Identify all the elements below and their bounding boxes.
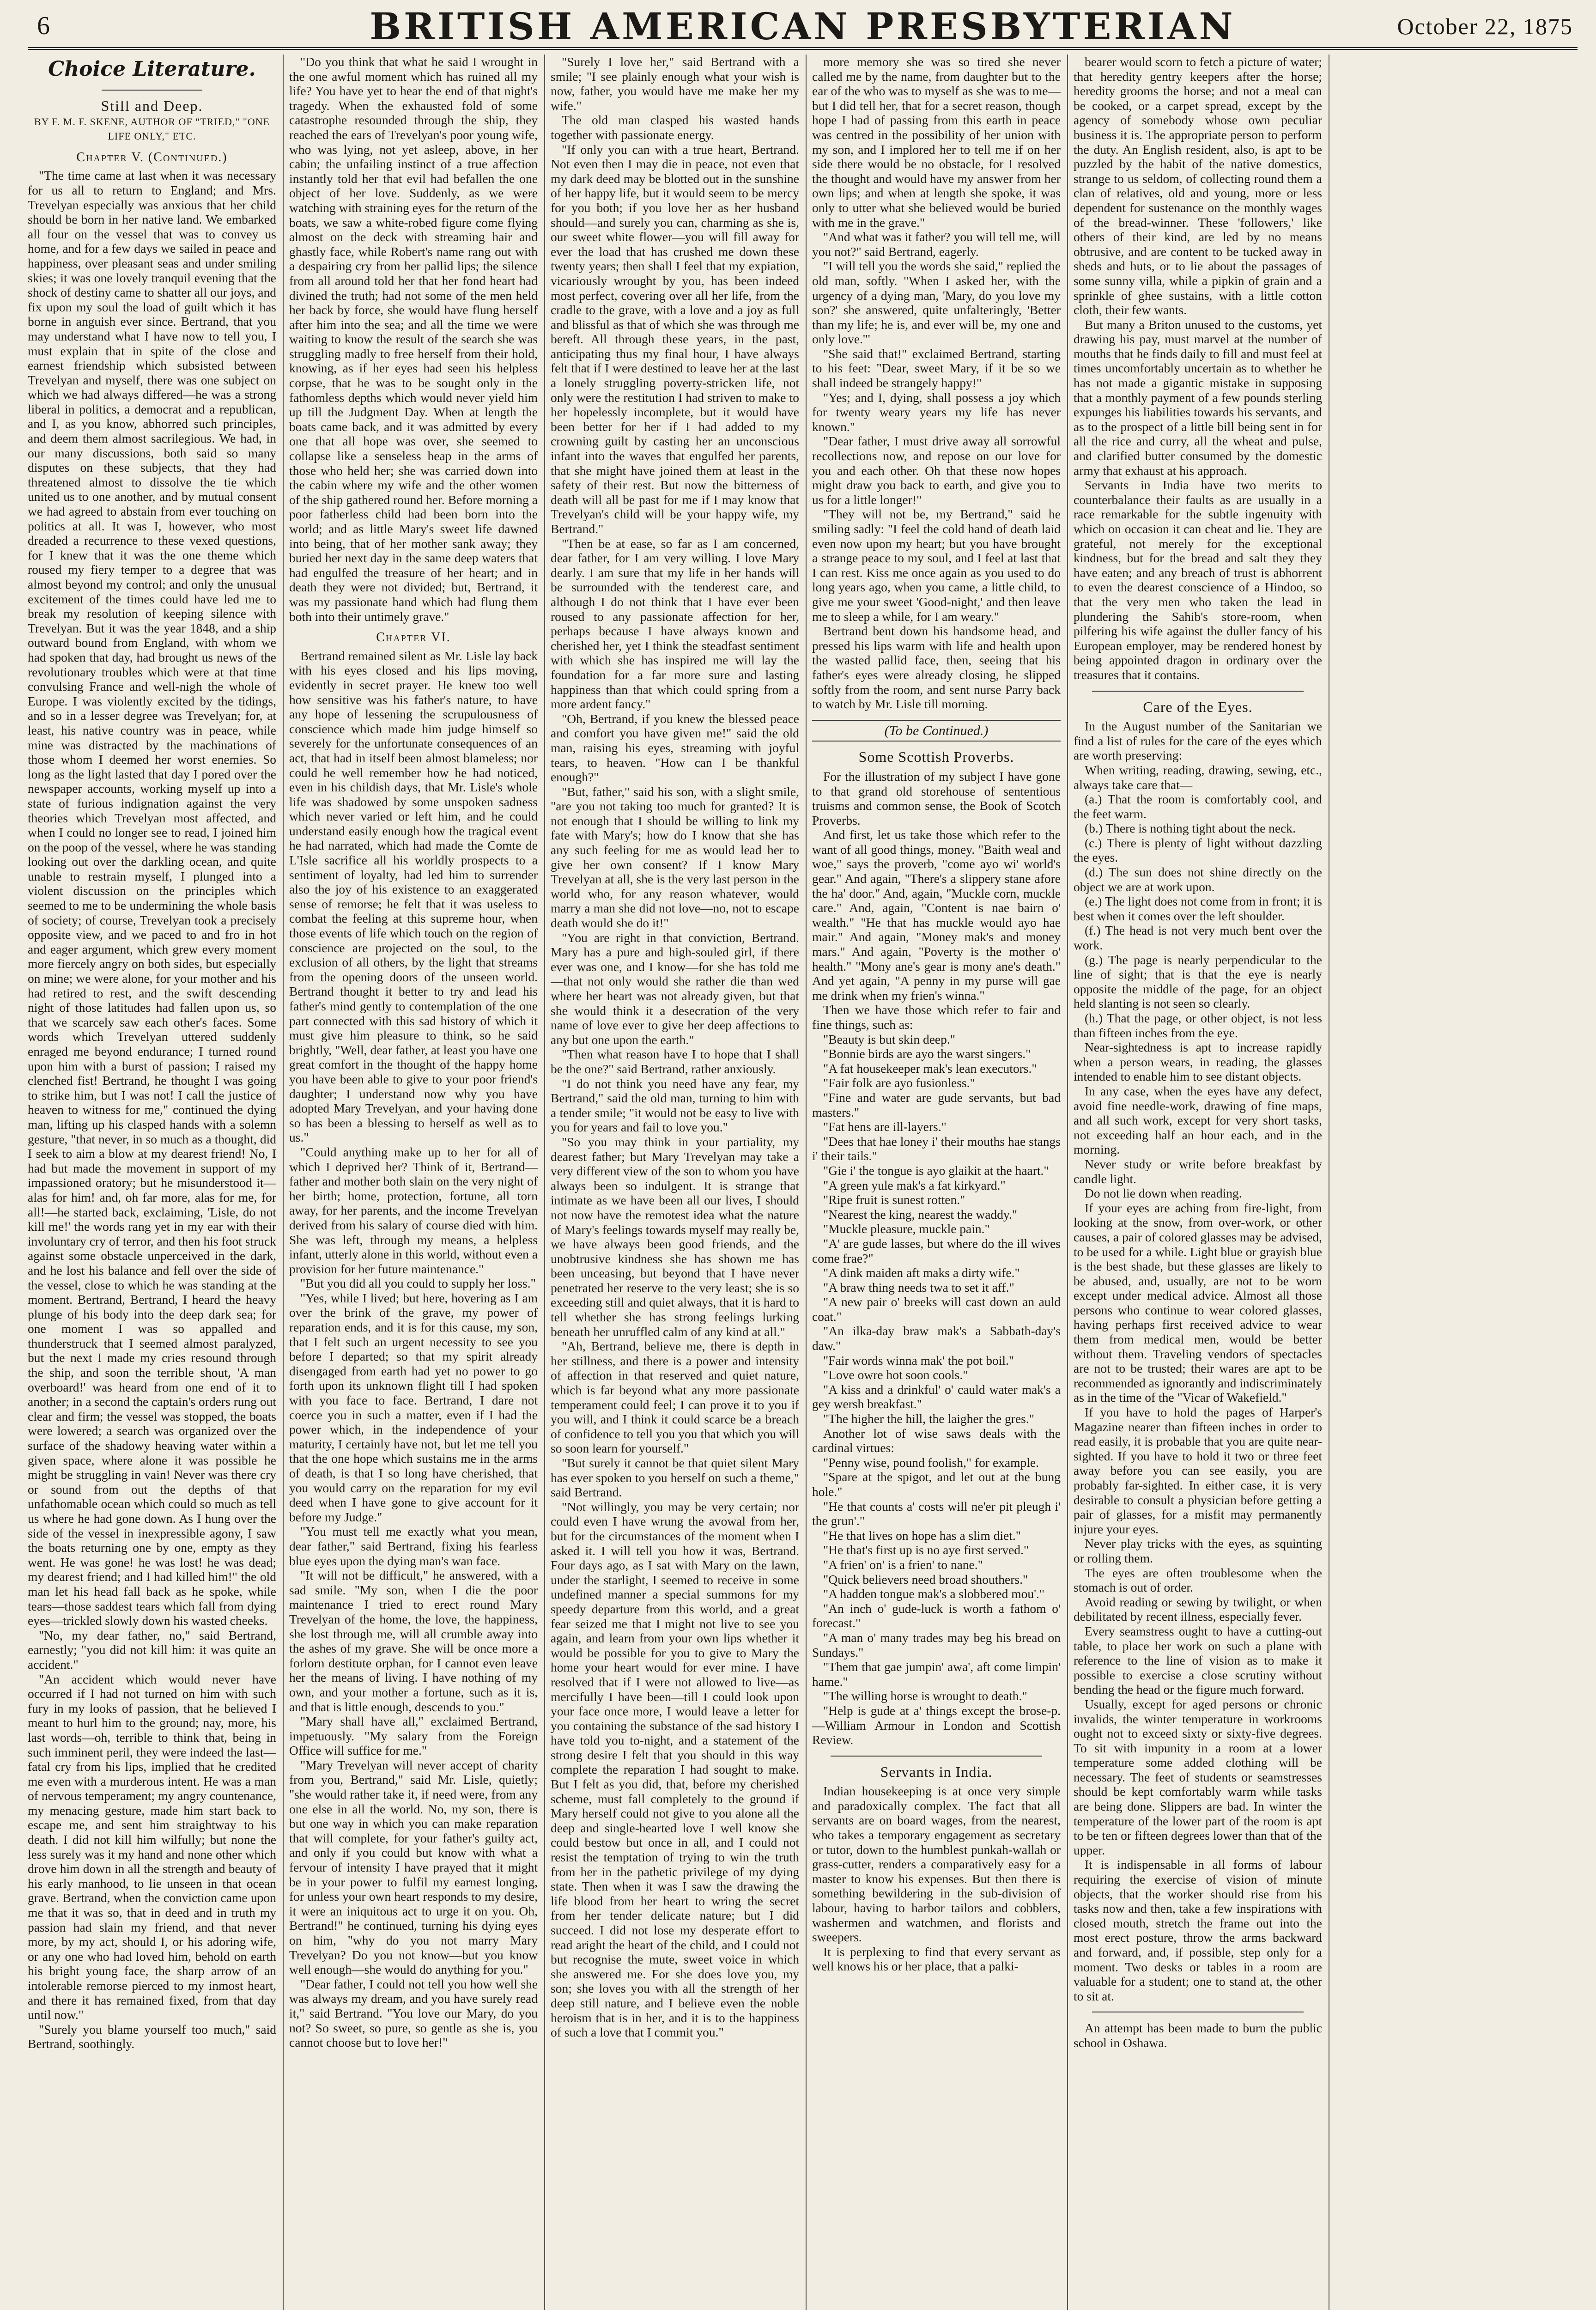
column-1 (28, 55, 276, 2310)
paragraph: "An ilka-day braw mak's a Sabbath-day's daw." (812, 1324, 1061, 1353)
story-body (289, 649, 538, 2050)
paragraph: If you have to hold the pages of Harper's Magazine nearer than fifteen inches in order to read easily, it is probable that you are quite near-sighted. If you have to hold it two or three feet away before you can see easily, you are probably far-sighted. In either case, it is very desirable to consult a physician before getting a pair of glasses, for a misfit may permanently injure your eyes. (1074, 1405, 1322, 1536)
divider (831, 1756, 1042, 1757)
paragraph: (e.) The light does not come from in front; it is best when it comes over the left shoulder. (1074, 894, 1322, 923)
paragraph: "Ah, Bertrand, believe me, there is depth in her stillness, and there is a power and intensity of affection in that reserved and quiet nature, which is far beyond what any more passionate temperament could feel; I can prove it to you if you will, and I think it could scarce be a breach of confidence to tell you you that which you will so soon learn for yourself." (551, 1339, 799, 1456)
column-2 (289, 55, 538, 2310)
paragraph: It is indispensable in all forms of labour requiring the exercise of vision of minute objects, that the worker should rise from his tasks now and then, take a few inspirations with closed mouth, stretch the frame out into the most erect posture, throw the arms backward and forward, and, if possible, step only for a moment. Two desks or tables in a room are valuable for a student; one to stand at, the other to sit at. (1074, 1857, 1322, 2003)
column-5 (1074, 55, 1322, 2310)
divider (102, 90, 202, 91)
paragraph: "You are right in that conviction, Bertrand. Mary has a pure and high-souled girl, if there ever was one, and I know—for she has told me—that not only would she rather die than wed where her heart was not already given, but that she would think it a desecration of the very name of love ever to give her deep affections to any but one upon the earth." (551, 930, 799, 1047)
paragraph: For the illustration of my subject I have gone to that grand old storehouse of sententious truisms and common sense, the Book of Scotch Proverbs. (812, 769, 1061, 827)
paragraph: "He that lives on hope has a slim diet." (823, 1528, 1021, 1543)
paragraph: "Bonnie birds are ayo the warst singers." (823, 1046, 1031, 1061)
paragraph: "And what was it father? you will tell me, will you not?" said Bertrand, eagerly. (812, 230, 1061, 259)
paragraph: "Fat hens are ill-layers." (823, 1119, 947, 1134)
paragraph: "But, father," said his son, with a slight smile, "are you not taking too much for granted? It is not enough that I should be willing to link my fate with Mary's; how do I know that she has any such feeling for me as would lead her to give her own consent? If I know Mary Trevelyan at all, she is the very last person in the world who, for any reason whatever, would marry a man she did not love—no, not to escape death would she do it!" (551, 784, 799, 930)
column-rule (806, 55, 807, 2310)
paragraph: "A kiss and a drinkful' o' cauld water mak's a gey wersh breakfast." (812, 1382, 1061, 1411)
article-title: Care of the Eyes. (1143, 698, 1253, 715)
paragraph: "A new pair o' breeks will cast down an auld coat." (812, 1295, 1061, 1324)
paragraph: Bertrand bent down his handsome head, and pressed his lips warm with life and health upon the wasted pallid face, then, seeing that his father's eyes were already closing, he slipped softly from the room, and sent nurse Parry back to watch by Mr. Lisle till morning. (812, 624, 1061, 711)
story-body (28, 168, 276, 2051)
paragraph: (g.) The page is nearly perpendicular to the line of sight; that is that the eye is nearly opposite the middle of the page, for an object held slanting is not seen so clearly. (1074, 952, 1322, 1011)
paragraph: When writing, reading, drawing, sewing, etc., always take care that— (1074, 762, 1322, 792)
paragraph: "Mary Trevelyan will never accept of charity from you, Bertrand," said Mr. Lisle, quietly; "she would rather take it, if need were, from any one else in all the world. No, my son, there is but one way in which you can make reparation that will complete, for your father's guilty act, and only if you could but know with what a fervour of intensity I have prayed that it might be in your power to fulfil my earnest longing, for unless your own heart responds to my desire, it were an iniquitous act to urge it on you. Oh, Bertrand!" he continued, turning his dying eyes on him, "why do you not marry Mary Trevelyan? Do you not know—but you know well enough—she would do anything for you." (289, 1757, 538, 1977)
paragraph: Usually, except for aged persons or chronic invalids, the winter temperature in workrooms ought not to exceed sixty or sixty-five degrees. To sit with impunity in a room at a lower temperature some added clothing will be necessary. The feet of students or seamstresses should be kept comfortably warm while tasks are being done. Slippers are bad. In winter the temperature of the lower part of the room is apt to be ten or fifteen degrees lower than that of the upper. (1074, 1696, 1322, 1857)
paragraph: "Yes; and I, dying, shall possess a joy which for twenty weary years my life has never known." (812, 390, 1061, 434)
paragraph: Avoid reading or sewing by twilight, or when debilitated by recent illness, especially fever. (1074, 1594, 1322, 1624)
paragraph: "Quick believers need broad shouthers." (823, 1572, 1028, 1587)
paragraph: "You must tell me exactly what you mean, dear father," said Bertrand, fixing his fearless blue eyes upon the dying man's wan face. (289, 1524, 538, 1568)
masthead (28, 5, 1578, 50)
section-heading: Choice Literature. (48, 57, 256, 81)
paragraph: "A frien' on' is a frien' to nane." (823, 1557, 983, 1572)
divider (1092, 691, 1304, 692)
newspaper-title: BRITISH AMERICAN PRESBYTERIAN (370, 5, 1236, 48)
page-columns (28, 55, 1580, 2310)
paragraph: "A hadden tongue mak's a slobbered mou'." (823, 1587, 1045, 1601)
paragraph: "But you did all you could to supply her loss." (300, 1276, 536, 1291)
article-body (1074, 55, 1322, 682)
paragraph: "Beauty is but skin deep." (823, 1032, 955, 1046)
paragraph: "Penny wise, pound foolish," for example. (823, 1455, 1039, 1470)
paragraph: "He that's first up is no aye first served." (823, 1543, 1029, 1557)
article-body (812, 769, 1061, 1747)
paragraph: "Gie i' the tongue is ayo glaikit at the haart." (823, 1163, 1049, 1178)
paragraph: Never play tricks with the eyes, as squinting or rolling them. (1074, 1536, 1322, 1565)
paragraph: "Yes, while I lived; but here, hovering as I am over the brink of the grave, my power of reparation ends, and it is for this cause, my son, that I felt such an urgent necessity to see you before I departed; so that my spirit already disengaged from earth had yet no power to go forth upon its unknown flight till I had spoken with you face to face. Bertrand, I dare not coerce you in such a matter, even if I had the power which, in the independence of your maturity, I certainly have not, but let me tell you that the one hope which sustains me in the arms of death, is that I so long have cherished, that you would carry on the reparation for my evil deed when I have gone to give account for it before my Judge." (289, 1290, 538, 1524)
paragraph: "Dees that hae loney i' their mouths hae stangs i' their tails." (812, 1134, 1061, 1163)
paragraph: Indian housekeeping is at once very simple and paradoxically complex. The fact that all servants are on board wages, from the nearest, who takes a temporary engagement as secretary or tutor, down to the humblest punkah-wallah or grass-cutter, renders a comparatively easy for a master to know his expenses. But then there is something bewildering in the sub-division of labour, having to harbor tailors and cobblers, washermen and watchmen, and florists and sweepers. (812, 1784, 1061, 1945)
paragraph: "No, my dear father, no," said Bertrand, earnestly; "you did not kill him: it was quite an accident." (28, 1628, 276, 1672)
paragraph: "She said that!" exclaimed Bertrand, starting to his feet: "Dear, sweet Mary, if it be so we shall indeed be strangely happy!" (812, 346, 1061, 390)
paragraph: "The time came at last when it was necessary for us all to return to England; and Mrs. Trevelyan especially was anxious that her child should be born in her native land. We embarked all four on the vessel that was to convey us home, and for a few days we sailed in peace and happiness, over pleasant seas and under smiling skies; it was one lovely tranquil evening that the shock of destiny came to shatter all our joys, and fix upon my soul the load of guilt which it has borne in anguish ever since. Bertrand, that you may understand what I have now to tell you, I must explain that in spite of the close and earnest friendship which subsisted between Trevelyan and myself, there was one subject on which we had always differed—he was a strong liberal in politics, a democrat and a republican, and I, as you know, abhorred such principles, and deem them almost sacrilegious. We had, in our many discussions, both said so many disputes on these subjects, that they had threatened almost to dissolve the tie which united us to one another, and by mutual consent we had agreed to abstain from ever touching on politics at all. It was I, however, who most dreaded a recurrence to these vexed questions, for I knew that it was the one theme which roused my fiery temper to a degree that was almost beyond my control; and only the unusual excitement of the times could have led me to break my resolution of keeping silence with Trevelyan. But it was the year 1848, and a ship outward bound from England, with whom we had spoken that day, had brought us news of the revolutionary troubles which were at that time convulsing France and well-nigh the whole of Europe. I was violently excited by the tidings, and so in a lesser degree was Trevelyan; for, at least, his native country was in peace, while mine was distracted by the machinations of those whom I deemed her worst enemies. So long as the light lasted that day I pored over the newspaper accounts, working myself up into a state of furious indignation against the very theories which Trevelyan most affected, and when I could no longer see to read, I joined him on the poop of the vessel, where he was standing looking out over the darkling ocean, and quite unable to restrain myself, I plunged into a violent discussion on the principles which seemed to me to be undermining the whole basis of society; of course, Trevelyan took a precisely opposite view, and we paced to and fro in hot and eager argument, which grew every moment more fiercely angry on both sides, but especially on mine; we were alone, for your mother and his had retired to rest, and the swift descending night of those latitudes had fallen upon us, so that we scarcely saw each other's faces. Some words which Trevelyan uttered suddenly enraged me beyond endurance; I turned round upon him with a burst of passion; I raised my clenched fist! Bertrand, he thought I was going to strike him, but I was not! I call the justice of heaven to witness for me," continued the dying man, lifting up his clasped hands with a solemn gesture, "that never, in so much as a thought, did I seek to aim a blow at my dearest friend! No, I had but made the movement in support of my impassioned oratory; but he misunderstood it—alas for him! and, oh far more, alas for me, for all!—he started back, exclaiming, 'Lisle, do not kill me!' the words rang yet in my ear with their involuntary cry of terror, and then his foot struck against some obstacle unperceived in the dark, and he lost his balance and fell over the side of the vessel, close to which he was standing at the moment. Bertrand, Bertrand, I heard the heavy plunge of his body into the deep dark sea; for one moment I was so appalled and thunderstruck that I seemed almost paralyzed, but the next I made my cries resound through the ship, and soon the terrible shout, 'A man overboard!' was heard from one end of it to another; in a second the captain's orders rung out clear and firm; the vessel was stopped, the boats were lowered; a search was organized over the surface of the shadowy heaving water within a given space, where alone it was possible he might be struggling in vain! Never was there cry or sound from out the depths of that unfathomable ocean which could so much as tell us where he had gone down. As I hung over the side of the vessel in inexpressible agony, I saw the boats returning one by one, empty as they went. He was gone! he was lost! he was dead; my dearest friend; and I had killed him!" the old man let his head fall back as he spoke, while tears—those saddest tears which fall from dying eyes—trickled slowly down his wasted cheeks. (28, 168, 276, 1628)
paragraph: "I do not think you need have any fear, my Bertrand," said the old man, turning to him with a tender smile; "it would not be easy to live with you for years and fail to love you." (551, 1076, 799, 1135)
paragraph: "A fat housekeeper mak's lean executors." (823, 1061, 1037, 1076)
paragraph: "A' are gude lasses, but where do the ill wives come frae?" (812, 1236, 1061, 1265)
article-title: Some Scottish Proverbs. (858, 748, 1014, 766)
column-4 (812, 55, 1061, 2310)
paragraph: Every seamstress ought to have a cutting-out table, to place her work on such a plane with reference to the line of vision as to make it possible to exercise a close scrutiny without bending the head or the figure much forward. (1074, 1623, 1322, 1697)
paragraph: (c.) There is plenty of light without dazzling the eyes. (1074, 835, 1322, 865)
paragraph: "Muckle pleasure, muckle pain." (823, 1222, 990, 1236)
byline: BY F. M. F. SKENE, AUTHOR OF "TRIED," "ONE LIFE ONLY," ETC. (34, 116, 270, 142)
article-intro: In the August number of the Sanitarian we find a list of rules for the care of the eyes which are worth preserving: (1074, 719, 1322, 763)
column-rule (544, 55, 545, 2310)
paragraph: "I will tell you the words she said," replied the old man, softly. "When I asked her, with the urgency of a dying man, 'Mary, do you love my son?' she answered, quite unfalteringly, 'Better than my life; he is, and ever will be, my one and only love.'" (812, 259, 1061, 346)
paragraph: "He that counts a' costs will ne'er pit pleugh i' the grun'." (812, 1499, 1061, 1528)
page-number: 6 (37, 12, 50, 40)
paragraph: "Not willingly, you may be very certain; nor could even I have wrung the avowal from her, but for the circumstances of the moment when I asked it. I will tell you how it was, Bertrand. Four days ago, as I sat with Mary on the lawn, under the starlight, I seemed to receive in some undefined manner a special summons for my speedy departure from this world, and a great fear seized me that I might not live to see you again, and learn from your own lips whether it would be possible for you to give to Mary the home your heart would for ever mine. I have resolved that if I were not allowed to live—as mercifully I have been—till I could look upon your face once more, I would leave a letter for you containing the substance of the sad history I have told you to-night, and a statement of the strong desire I felt that you should in this way complete the reparation I had sought to make. But I felt as you did, that, before my cherished scheme, must fall completely to the ground if Mary herself could not give to you alone all the deep and single-hearted love I well know she could bestow but once in all, and I could not resist the temptation of trying to win the truth from her in the pathetic privilege of my dying state. Then when it was I saw the drawing the life blood from her heart to wring the secret from her tender delicate nature; but I did succeed. I did not lose my desperate effort to read aright the heart of the child, and I could not but recognise the mute, sweet voice in which she answered me. For she does love you, my son; she loves you with all the strength of her deep still nature, and I believe even the noble heroism that is in her, and it is to the happiness of such a love that I commit you." (551, 1499, 799, 2040)
article-body (1074, 763, 1322, 2003)
paragraph: But many a Briton unused to the customs, yet drawing his pay, must marvel at the number of mouths that he finds daily to fill and must feel at times uncomfortably uncertain as to whether he has not made a gigantic mistake in supposing that a monthly payment of a few pounds sterling expunges his liabilities towards his servants, and as to the prospect of a little bill being sent in for all the rice and curry, all the wheat and pulse, and clarified butter consumed by the domestic army that exhaust at his approach. (1074, 317, 1322, 478)
paragraph: (b.) There is nothing tight about the neck. (1085, 821, 1296, 836)
paragraph: "A braw thing needs twa to set it aff." (823, 1280, 1014, 1295)
paragraph: The old man clasped his wasted hands together with passionate energy. (551, 113, 799, 142)
paragraph: "If only you can with a true heart, Bertrand. Not even then I may die in peace, not even that my dark deed may be blotted out in the sunshine of her happy life, but it would seem to be mercy for you both; if you love her as her husband should—and surely you can, charming as she is, our sweet white flower—you will fill away for ever the load that has crushed me down these twenty years; then shall I feel that my expiation, vicariously wrought by you, has been indeed most perfect, covering over all her life, from the cradle to the grave, with a love and a joy as full and blissful as that of which she was through me bereft. All through these years, in the past, anticipating thus my final hour, I have always felt that if I were destined to leave her at the last a lonely struggling poverty-stricken life, not only were the restitution I had striven to make to her hopelessly incomplete, but it would have been better for her if I had added to my crowning guilt by casting her an unconscious infant into the waves that engulfed her parents, that she might have joined them at least in the safety of their rest. But now the bitterness of death will all be past for me if I may know that Trevelyan's child will be your happy wife, my Bertrand." (551, 142, 799, 536)
paragraph: "Then what reason have I to hope that I shall be the one?" said Bertrand, rather anxiously. (551, 1047, 799, 1076)
story-title: Still and Deep. (101, 97, 203, 114)
issue-date: October 22, 1875 (1397, 13, 1573, 39)
column-6 (1335, 55, 1580, 2310)
column-rule (283, 55, 284, 2310)
paragraph: "Dear father, I could not tell you how well she was always my dream, and you have surely read it," said Bertrand. "You love our Mary, do you not? So sweet, so pure, so gentle as she is, you cannot choose but to love her!" (289, 1976, 538, 2050)
paragraph: It is perplexing to find that every servant as well knows his or her place, that a palki- (812, 1944, 1061, 1974)
paragraph: "The willing horse is wrought to death." (823, 1689, 1027, 1703)
paragraph: "Nearest the king, nearest the waddy." (823, 1207, 1018, 1222)
paragraph: Then we have those which refer to fair and fine things, such as: (812, 1003, 1061, 1032)
paragraph: "It will not be difficult," he answered, with a sad smile. "My son, when I die the poor maintenance I tried to erect round Mary Trevelyan of the home, the love, the happiness, she lost through me, will all crumble away into the ashes of my grave. She will be once more a forlorn destitute orphan, for I cannot even leave her the means of living. I have nothing of my own, and your mother a fortune, such as it is, and that is little enough, descends to you." (289, 1568, 538, 1714)
paragraph: "Fine and water are gude servants, but bad masters." (812, 1090, 1061, 1119)
paragraph: "Them that gae jumpin' awa', aft come limpin' hame." (812, 1660, 1061, 1689)
story-body (812, 55, 1061, 711)
column-3 (551, 55, 799, 2310)
paragraph: Bertrand remained silent as Mr. Lisle lay back with his eyes closed and his lips moving, evidently in secret prayer. He knew too well how sensitive was his father's nature, to have any hope of lessening the scrupulousness of conscience which made him judge himself so severely for the unfortunate consequences of an act, that had in itself been almost blameless; nor could he well remember how he had noticed, even in his childish days, that Mr. Lisle's whole life was shadowed by some unspoken sadness which never varied or left him, and he could understand easily enough how the tragical event he had narrated, which had made the Comte de L'Isle sacrifice all his worldly prospects to a sentiment of loyalty, had led him to surrender also the joy of his existence to an exaggerated sense of remorse; he felt that it was useless to combat the feeling at this supreme hour, when those events of life which touch on the region of conscience are projected on the soul, to the exclusion of all others, by the light that streams from the opening doors of the unseen world. Bertrand thought it better to try and lead his father's mind gently to contemplation of the one part connected with this sad history of which it must give him pleasure to think, so he said brightly, "Well, dear father, at least you have one great comfort in the thought of the happy home you have been able to give to your poor friend's daughter; I understand now why you have adopted Mary Trevelyan, and your having done so has been a blessing to herself as well as to us." (289, 648, 538, 1145)
paragraph: "So you may think in your partiality, my dearest father; but Mary Trevelyan may take a very different view of the son to whom you have always been so indulgent. It is strange that intimate as we have been all our lives, I should not now have the remotest idea what the nature of Mary's feelings towards myself may really be, we have always been good friends, and the unobtrusive kindness she has shown me has been unceasing, but beyond that I have never penetrated her reserve to the very least; she is so exceeding still and quiet always, that it is hard to tell whether she has strong feelings lurking beneath her unruffled calm of any kind at all." (551, 1134, 799, 1339)
paragraph: "They will not be, my Bertrand," said he smiling sadly: "I feel the cold hand of death laid even now upon my heart; but you have brought a strange peace to my soul, and I feel at last that I can rest. Kiss me once again as you used to do long years ago, when you came, a little child, to give me your sweet 'Good-night,' and then leave me to sleep a while, for I am weary." (812, 507, 1061, 624)
story-body (551, 55, 799, 2040)
paragraph: "A green yule mak's a fat kirkyard." (823, 1178, 1006, 1192)
paragraph: Never study or write before breakfast by candle light. (1074, 1156, 1322, 1186)
paragraph: Another lot of wise saws deals with the cardinal virtues: (812, 1426, 1061, 1455)
paragraph: And first, let us take those which refer to the want of all good things, money. "Baith weal and woe," says the proverb, "come ayo wi' world's gear." And again, "There's a slippery stane afore the ha' door." And, again, "Muckle corn, muckle care." And, again, "Content is nae bairn o' wealth." "He that has muckle would ayo hae mair." And again, "Money mak's and money mars." And again, "Poverty is the mother o' health." "Mony ane's gear is mony ane's death." And yet again, "A penny in my purse will gae me drink when my frien's winna." (812, 827, 1061, 1003)
paragraph: "Surely you blame yourself too much," said Bertrand, soothingly. (28, 2022, 276, 2051)
article-title: Servants in India. (880, 1763, 993, 1780)
paragraph: "Oh, Bertrand, if you knew the blessed peace and comfort you have given me!" said the old man, raising his eyes, streaming with joyful tears, to heaven. "How can I be thankful enough?" (551, 711, 799, 784)
chapter-heading: Chapter VI. (376, 630, 451, 645)
paragraph: (f.) The head is not very much bent over the work. (1074, 923, 1322, 953)
story-body (289, 55, 538, 624)
paragraph: "Then be at ease, so far as I am concerned, dear father, for I am very willing. I love Mary dearly. I am sure that my life in her hands will be surrounded with the tenderest care, and although I do not think that I have ever been roused to any passionate affection for her, perhaps because I have always known and cherished her, yet I think the steadfast sentiment with which she has inspired me will lay the foundation for a far more sure and lasting happiness than that which could spring from a more ardent fancy." (551, 536, 799, 711)
paragraph: "Help is gude at a' things except the brose-p.—William Armour in London and Scottish Review. (812, 1703, 1061, 1747)
paragraph: "Could anything make up to her for all of which I deprived her? Think of it, Bertrand—father and mother both slain on the very night of her birth; home, protection, fortune, all torn away, for her parents, and the income Trevelyan derived from his salary of course died with him. She was left, through my means, a helpless infant, utterly alone in this world, without even a provision for her future maintenance." (289, 1144, 538, 1276)
paragraph: "A man o' many trades may beg his bread on Sundays." (812, 1630, 1061, 1660)
chapter-heading: Chapter V. (Continued.) (76, 150, 228, 164)
paragraph: "Mary shall have all," exclaimed Bertrand, impetuously. "My salary from the Foreign Office will suffice for me." (289, 1714, 538, 1758)
paragraph: "Ripe fruit is sunest rotten." (823, 1192, 965, 1207)
article-body (812, 1784, 1061, 1974)
paragraph: (d.) The sun does not shine directly on the object we are at work upon. (1074, 865, 1322, 894)
paragraph: "Do you think that what he said I wrought in the one awful moment which has ruined all my life? You have yet to hear the end of that night's tragedy. When the exhausted fold of some catastrophe resounded through the ship, they reached the ears of Trevelyan's poor young wife, who was lying, not yet asleep, above, in her cabin; the unfailing instinct of a true affection instantly told her that evil had befallen the one object of her love. Suddenly, as we were watching with straining eyes for the return of the boats, we saw a white-robed figure come flying almost on the deck with streaming hair and ghastly face, while Robert's name rang out with a despairing cry from her pallid lips; the silence from all around told her that her fond heart had divined the truth; had not some of the men held her back by force, she would have flung herself after him into the sea; and all the time we were waiting to know the result of the search she was struggling madly to free herself from their hold, knowing, as if her eyes had seen his helpless corpse, that he was to be sought only in the fathomless depths which would never yield him up till the Judgment Day. When at length the boats came back, and it was admitted by every one that all hope was over, she seemed to collapse like a senseless heap in the arms of those who held her; she was carried down into the cabin where my wife and the other women of the ship gathered round her. Before morning a poor fatherless child had been born into the world; and as little Mary's sweet life dawned into being, that of her mother sank away; they buried her next day in the same deep waters that had engulfed the treasure of her heart; and in death they were not divided; but, Bertrand, it was my passionate hand which had flung them both into their untimely grave." (289, 55, 538, 624)
paragraph: In any case, when the eyes have any defect, avoid fine needle-work, drawing of fine maps, and all such work, except for very short tasks, not exceeding half an hour each, and in the morning. (1074, 1083, 1322, 1157)
paragraph: "A dink maiden aft maks a dirty wife." (823, 1265, 1020, 1280)
paragraph: (h.) That the page, or other object, is not less than fifteen inches from the eye. (1074, 1011, 1322, 1040)
paragraph: "Dear father, I must drive away all sorrowful recollections now, and repose on our love for you and each other. Oh that these now hopes might draw you back to earth, and give you to us for a little longer!" (812, 434, 1061, 507)
paragraph: "Fair folk are ayo fusionless." (823, 1076, 975, 1090)
paragraph: "Surely I love her," said Bertrand with a smile; "I see plainly enough what your wish is now, father, you would have me make her my wife." (551, 55, 799, 113)
paragraph: If your eyes are aching from fire-light, from looking at the snow, from over-work, or other causes, a pair of colored glasses may be advised, to be used for a while. Light blue or grayish blue is the best shade, but these glasses are likely to be abused, and, usually, are not to be worn except under medical advice. Almost all those persons who continue to wear colored glasses, having perhaps first received advice to wear them from medical men, would be better without them. Traveling vendors of spectacles are not to be trusted; their wares are apt to be recommended as ignorantly and indiscriminately as in the time of the "Vicar of Wakefield." (1074, 1200, 1322, 1405)
paragraph: "Fair words winna mak' the pot boil." (823, 1353, 1014, 1368)
continued-notice: (To be Continued.) (812, 720, 1061, 742)
paragraph: "An accident which would never have occurred if I had not turned on him with such fury in my looks of passion, that he believed I meant to hurl him to the ground; nay, more, his last words—oh, terrible to think that, being in such imminent peril, they were indeed the last—fatal cry from his lips, implied that he credited me even with a murderous intent. He was a man of nervous temperament; my angry countenance, my menacing gesture, made him start back to escape me, and sent him straightway to his death. I did not kill him wilfully; but none the less surely was it my hand and none other which drove him down in all the strength and beauty of his early manhood, to lie unseen in that ocean grave. Bertrand, when the conviction came upon me that it was so, that in deed and in truth my passion had slain my friend, and that never more, by my act, should I, or his adoring wife, or any one who had loved him, behold on earth his bright young face, the sharp arrow of an intolerable remorse pierced to my inmost heart, and there it has remained fixed, from that day until now." (28, 1672, 276, 2022)
paragraph: (a.) That the room is comfortably cool, and the feet warm. (1074, 792, 1322, 821)
column-rule (1067, 55, 1068, 2310)
paragraph: "Love owre hot soon cools." (823, 1368, 968, 1382)
news-note: An attempt has been made to burn the public school in Oshawa. (1074, 2021, 1322, 2050)
paragraph: Near-sightedness is apt to increase rapidly when a person wears, in reading, the glasses intended to enable him to see distant objects. (1074, 1040, 1322, 1084)
paragraph: "Spare at the spigot, and let out at the bung hole." (812, 1470, 1061, 1499)
paragraph: The eyes are often troublesome when the stomach is out of order. (1074, 1565, 1322, 1595)
paragraph: Do not lie down when reading. (1085, 1186, 1242, 1201)
paragraph: bearer would scorn to fetch a picture of water; that heredity gentry keepers after the horse; heredity grooms the horse; and not a meal can be cooked, or a carpet spread, except by the agency of somebody whose own peculiar business it is. The appropriate person to perform the duty. An English resident, also, is apt to be puzzled by the habit of the native domestics, strange to us seldom, of collecting round them a clan of relatives, old and young, more or less dependent for sustenance on the monthly wages of the bread-winner. These 'followers,' like others of their kind, are led by no means obtrusive, and are content to be tucked away in sheds and huts, or to lie about the passages of some sunny villa, while a pipkin of grain and a sprinkle of ghee sustains, with a little cotton cloth, their few wants. (1074, 55, 1322, 317)
paragraph: "But surely it cannot be that quiet silent Mary has ever spoken to you herself on such a theme," said Bertrand. (551, 1456, 799, 1500)
paragraph: Servants in India have two merits to counterbalance their faults as are usually in a race remarkable for the subtle ingenuity with which on occasion it can cheat and lie. They are grateful, not merely for the exceptional kindness, but for the bread and salt they they have eaten; and any breach of trust is abhorrent to even the dearest conscience of a Hindoo, so that the very men who taken the lead in plundering the Sahib's store-room, when pilfering his wife against the duller fancy of his European employer, may be rendered honest by being appointed dragon in ordinary over the treasures that it contains. (1074, 478, 1322, 682)
paragraph: "The higher the hill, the laigher the gres." (823, 1411, 1034, 1426)
paragraph: more memory she was so tired she never called me by the name, from daughter but to the ear of the who was to myself as she was to me—but I did tell her, that for a secret reason, though hope I had of passing from this earth in peace was centred in the possibility of her union with my son, and I implored her to tell me if on her side there would be no obstacle, for I resolved the thought and would have my answer from her own lips; and when at length she spoke, it was only to utter what she believed would be buried with me in the grave." (812, 55, 1061, 230)
paragraph: "An inch o' gude-luck is worth a fathom o' forecast." (812, 1601, 1061, 1630)
